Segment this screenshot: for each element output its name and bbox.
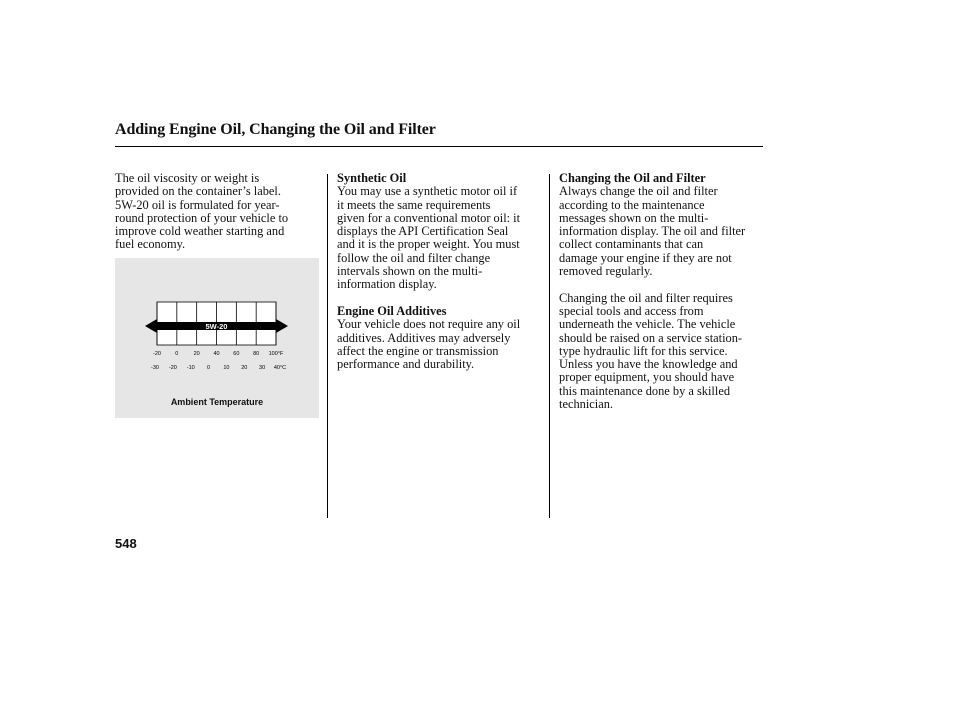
fahrenheit-tick-label: 20 (193, 351, 200, 357)
band-arrow-left (145, 319, 157, 333)
celsius-tick-label: 20 (241, 365, 248, 371)
celsius-tick-label: 0 (207, 365, 211, 371)
band-arrow-right (276, 319, 288, 333)
celsius-tick-label: 30 (259, 365, 266, 371)
celsius-tick-label: -30 (151, 365, 159, 371)
changing-oil-heading: Changing the Oil and Filter (559, 171, 706, 185)
viscosity-chart-svg (115, 258, 319, 418)
fahrenheit-tick-label: 100°F (268, 351, 284, 357)
celsius-tick-label: -20 (168, 365, 177, 371)
column-divider-2 (549, 174, 550, 518)
additives-heading: Engine Oil Additives (337, 303, 447, 318)
page-number: 548 (115, 536, 137, 551)
fahrenheit-tick-label: 80 (253, 351, 260, 357)
additives-body: Your vehicle does not require any oil additives. Additives may adversely affect the engine or transmission performance and durability. (337, 317, 521, 372)
fahrenheit-tick-label: 60 (233, 351, 240, 357)
chart-caption: Ambient Temperature (170, 397, 264, 407)
synthetic-oil-body: You may use a synthetic motor oil if it meets the same requirements given for a conventional motor oil: it displays the API Certification Seal and it is the proper weight. You must follow the oil and filter change intervals shown on the multi- information display. (337, 184, 521, 292)
band-label: 5W-20 (205, 322, 228, 331)
viscosity-chart (115, 258, 319, 418)
changing-oil-para1: Always change the oil and filter according to the maintenance messages shown on the multi- information display. The oil and filter collect contaminants that can damage your engine if they are not removed regularly. (559, 184, 746, 279)
celsius-tick-label: 10 (223, 365, 230, 371)
fahrenheit-tick-label: 40 (213, 351, 220, 357)
column-right (559, 172, 769, 411)
fahrenheit-tick-label: -20 (153, 351, 161, 357)
column-middle (337, 172, 545, 371)
column-left (115, 172, 320, 252)
celsius-tick-label: 40°C (273, 365, 287, 371)
viscosity-intro: The oil viscosity or weight is provided on the container’s label. 5W-20 oil is formulated for year- round protection of your vehicle to improve cold weather starting and fuel economy. (115, 171, 289, 252)
title-rule (115, 146, 763, 147)
page-title: Adding Engine Oil, Changing the Oil and Filter (115, 121, 436, 138)
column-divider-1 (327, 174, 328, 518)
celsius-tick-label: -10 (186, 365, 195, 371)
fahrenheit-tick-label: 0 (175, 351, 179, 357)
changing-oil-para2: Changing the oil and filter requires special tools and access from underneath the vehicle. The vehicle should be raised on a service station- type hydraulic lift for this service. Unless you have the knowledge and proper equipment, you should have this maintenance done by a skilled technician. (559, 290, 743, 412)
synthetic-oil-heading: Synthetic Oil (337, 171, 407, 185)
